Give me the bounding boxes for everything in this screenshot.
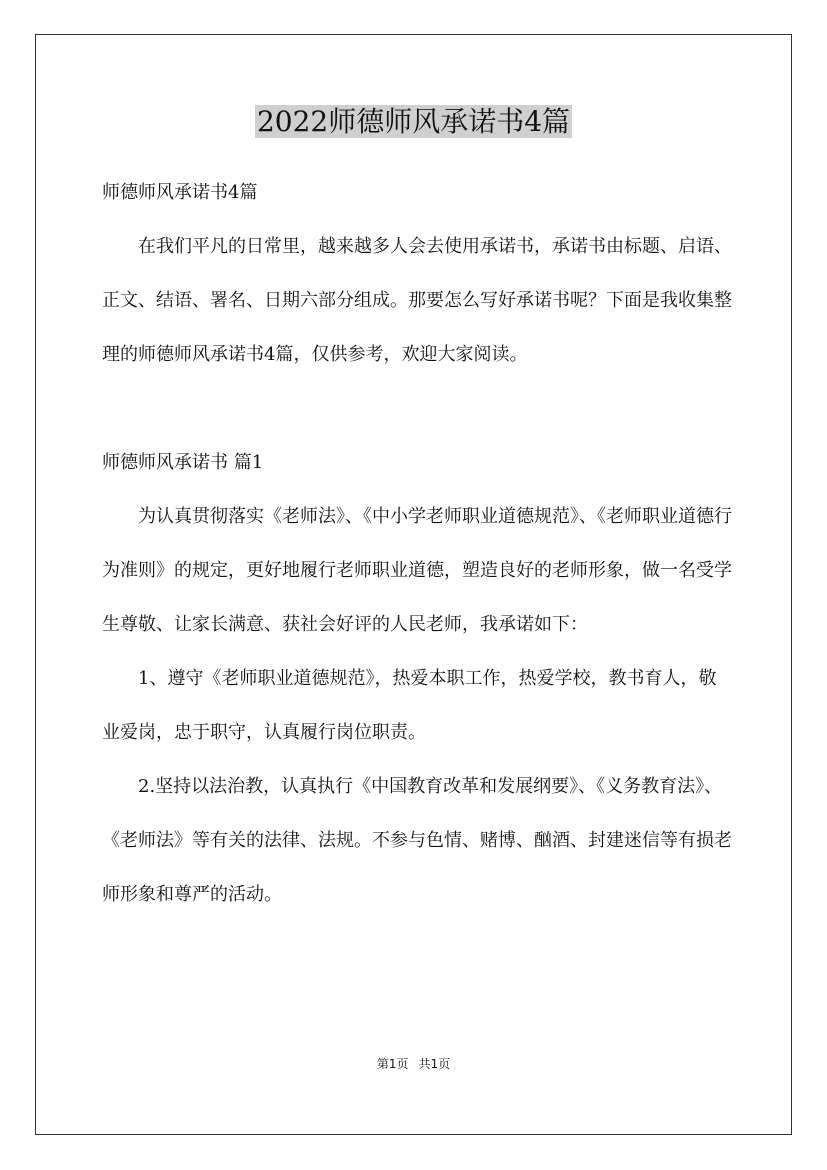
document-subtitle: 师德师风承诺书4篇 [102, 182, 258, 203]
page-footer [0, 1054, 827, 1074]
section-paragraph: 1、遵守《老师职业道德规范》，热爱本职工作，热爱学校，教书育人，敬业爱岗，忠于职守，认真履行岗位职责。 [102, 668, 717, 743]
page-number-total: 共1页 [418, 1057, 451, 1071]
section-paragraph: 2.坚持以法治教，认真执行《中国教育改革和发展纲要》、《义务教育法》、《老师法》等有关的法律、法规。不参与色情、赌博、酗酒、封建迷信等有损老师形象和尊严的活动。 [102, 776, 732, 905]
document-title-text: 2022师德师风承诺书4篇 [256, 105, 571, 138]
section-heading: 师德师风承诺书 篇1 [102, 452, 264, 473]
document-title [0, 100, 827, 144]
section-spacer [102, 382, 732, 436]
document-body [102, 166, 732, 922]
page-number-current: 第1页 [376, 1057, 409, 1071]
section-paragraph: 为认真贯彻落实《老师法》、《中小学老师职业道德规范》、《老师职业道德行为准则》的规定，更好地履行老师职业道德，塑造良好的老师形象，做一名受学生尊敬、让家长满意、获社会好评的人民老师，我承诺如下： [102, 506, 732, 635]
intro-paragraph: 在我们平凡的日常里，越来越多人会去使用承诺书，承诺书由标题、启语、正文、结语、署名、日期六部分组成。那要怎么写好承诺书呢？下面是我收集整理的师德师风承诺书4篇，仅供参考，欢迎大家阅读。 [102, 236, 732, 365]
